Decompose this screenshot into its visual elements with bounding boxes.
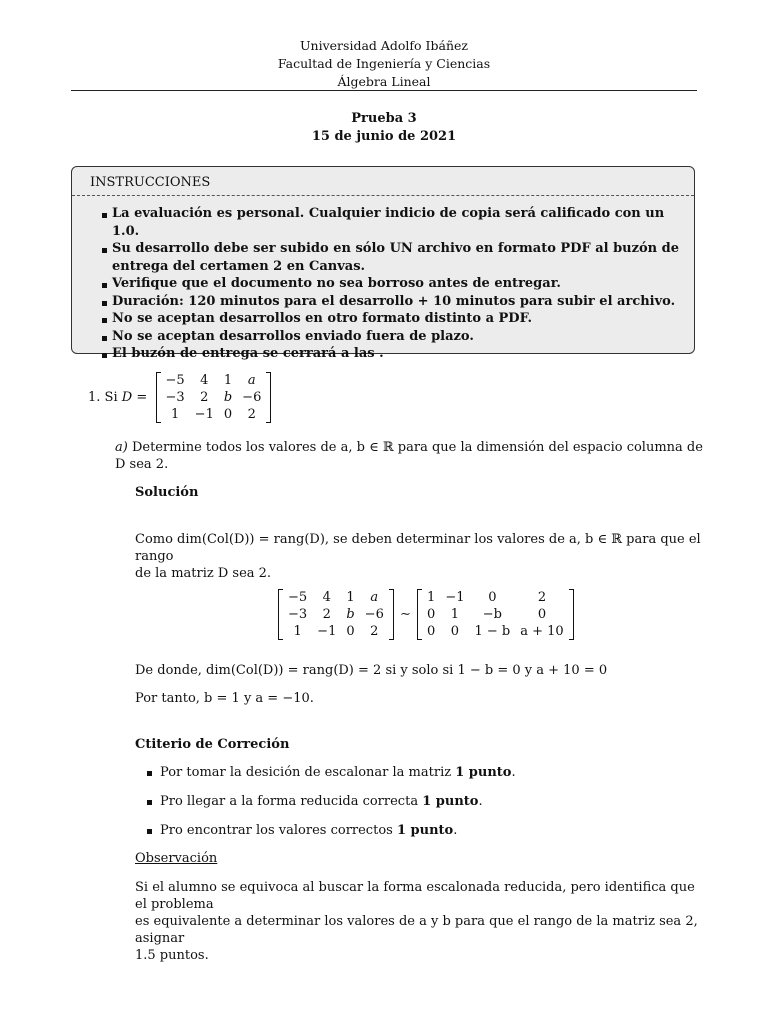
solution-line: Como dim(Col(D)) = rang(D), se deben determinar los valores de a, b ∈ ℝ para que el rango <box>135 532 701 564</box>
problem-var: D <box>121 390 133 405</box>
matrix-cell: 2 <box>200 390 209 405</box>
matrix-left <box>278 589 394 640</box>
instruction-item: La evaluación es personal. Cualquier indicio de copia será calificado con un 1.0. <box>112 205 687 240</box>
matrix-cell: −3 <box>288 607 308 622</box>
faculty-name: Facultad de Ingeniería y Ciencias <box>277 56 491 71</box>
row-reduction <box>278 589 574 640</box>
problem-eq: = <box>132 390 152 405</box>
problem-statement <box>88 372 271 423</box>
matrix-cell: 2 <box>322 607 331 622</box>
instruction-item: No se aceptan desarrollos enviado fuera de plazo. <box>112 328 687 346</box>
matrix-cell: −b <box>482 607 502 622</box>
university-name: Universidad Adolfo Ibáñez <box>300 38 468 53</box>
solution-para-2: De donde, dim(Col(D)) = rang(D) = 2 si y solo si 1 − b = 0 y a + 10 = 0 <box>135 663 608 678</box>
instruction-item: Verifique que el documento no sea borroso antes de entregar. <box>112 275 687 293</box>
observation-line: 1.5 puntos. <box>135 948 209 963</box>
matrix-cell: a <box>370 590 379 605</box>
criteria-points: 1 punto <box>396 823 454 838</box>
part-label: a) <box>115 440 128 455</box>
criteria-points: 1 punto <box>422 794 479 809</box>
instruction-item: Duración: 120 minutos para el desarrollo + 10 minutos para subir el archivo. <box>112 293 687 311</box>
criteria-heading: Ctiterio de Correción <box>135 737 290 752</box>
matrix-cell: 4 <box>200 373 209 388</box>
header-divider <box>71 90 697 91</box>
criteria-end: . <box>453 823 458 838</box>
criteria-text: Por tomar la desición de escalonar la matriz <box>160 765 456 780</box>
document-header <box>0 37 768 91</box>
matrix-cell: 0 <box>427 607 436 622</box>
instructions-list <box>112 205 687 363</box>
exam-title-block <box>0 110 768 146</box>
matrix-cell: 0 <box>450 624 460 639</box>
matrix-cell: −1 <box>194 407 214 422</box>
matrix-cell: 1 <box>427 590 436 605</box>
criteria-text: Pro encontrar los valores correctos <box>160 823 397 838</box>
matrix-cell: 0 <box>537 607 547 622</box>
matrix-cell: a <box>247 373 256 388</box>
matrix-cell: −3 <box>165 390 185 405</box>
matrix-cell: 0 <box>488 590 497 605</box>
part-text: Determine todos los valores de a, b ∈ ℝ para que la dimensión del espacio columna de D sea 2. <box>115 440 703 472</box>
matrix-cell: −1 <box>445 590 465 605</box>
criteria-text: Pro llegar a la forma reducida correcta <box>160 794 423 809</box>
criteria-points: 1 punto <box>455 765 512 780</box>
criteria-end: . <box>511 765 516 780</box>
observation-text <box>135 879 710 964</box>
matrix-cell: −1 <box>317 624 337 639</box>
matrix-cell: 1 <box>293 624 302 639</box>
matrix-cell: −6 <box>364 607 384 622</box>
observation-line: es equivalente a determinar los valores de a y b para que el rango de la matriz sea 2, asignar <box>135 914 698 946</box>
matrix-cell: −6 <box>242 390 262 405</box>
matrix-cell: 0 <box>223 407 233 422</box>
matrix-cell: 1 <box>223 373 233 388</box>
criteria-list <box>160 764 516 851</box>
criteria-item <box>160 764 516 793</box>
instruction-item: El buzón de entrega se cerrará a las . <box>112 345 687 363</box>
matrix-cell: 2 <box>537 590 547 605</box>
exam-date: 15 de junio de 2021 <box>311 129 457 144</box>
matrix-cell: 2 <box>247 407 256 422</box>
criteria-end: . <box>478 794 483 809</box>
instructions-box <box>71 166 695 361</box>
course-name: Álgebra Lineal <box>337 74 431 89</box>
instruction-item: Su desarrollo debe ser subido en sólo UN archivo en formato PDF al buzón de entrega del certamen 2 en Canvas. <box>112 240 687 275</box>
equivalence-symbol: ∼ <box>399 607 411 622</box>
matrix-cell: 0 <box>346 624 355 639</box>
matrix-cell: 1 − b <box>474 624 511 639</box>
exam-title: Prueba 3 <box>351 111 417 126</box>
matrix-cell: b <box>346 607 355 622</box>
problem-label: 1. Si <box>88 390 118 405</box>
observation-title: Observación <box>135 851 218 866</box>
matrix-right <box>417 589 574 640</box>
instructions-divider <box>72 195 694 196</box>
matrix-cell: 1 <box>450 607 460 622</box>
instruction-item: No se aceptan desarrollos en otro formato distinto a PDF. <box>112 310 687 328</box>
observation-line: Si el alumno se equivoca al buscar la forma escalonada reducida, pero identifica que el problema <box>135 880 695 912</box>
matrix-cell: 2 <box>370 624 379 639</box>
criteria-item <box>160 793 516 822</box>
matrix-cell: 4 <box>322 590 331 605</box>
matrix-cell: −5 <box>288 590 308 605</box>
solution-heading: Solución <box>135 485 199 500</box>
matrix-cell: a + 10 <box>520 624 564 639</box>
solution-para-1 <box>135 531 705 582</box>
instructions-title: INSTRUCCIONES <box>90 175 211 190</box>
solution-para-3: Por tanto, b = 1 y a = −10. <box>135 691 314 706</box>
matrix-cell: 1 <box>346 590 355 605</box>
matrix-cell: 0 <box>427 624 436 639</box>
matrix-cell: 1 <box>170 407 180 422</box>
matrix-cell: b <box>223 390 233 405</box>
criteria-item <box>160 822 516 851</box>
solution-line: de la matriz D sea 2. <box>135 566 272 581</box>
matrix-cell: −5 <box>165 373 185 388</box>
matrix-d <box>156 372 272 423</box>
problem-part-a <box>115 439 715 473</box>
